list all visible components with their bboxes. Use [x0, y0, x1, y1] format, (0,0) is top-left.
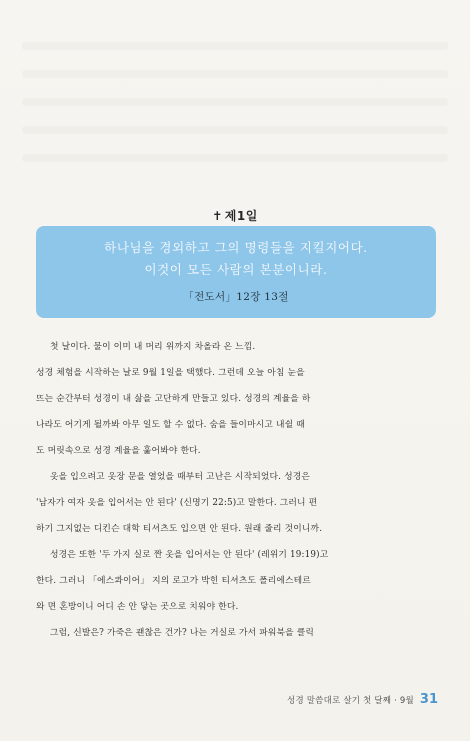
body-paragraph-line: 옷을 입으려고 옷장 문을 열었을 때부터 고난은 시작되었다. 성경은 [50, 472, 311, 482]
scripture-line-2: 이것이 모든 사람의 본분이니라. [144, 262, 328, 277]
scripture-box [36, 226, 436, 318]
body-paragraph-line: 와 면 혼방이니 어디 손 안 닿는 곳으로 치워야 한다. [36, 602, 239, 612]
day-heading-label: 제1일 [224, 209, 258, 223]
bleed-through-line [22, 126, 448, 134]
body-paragraph-line: 성경 체험을 시작하는 날로 9월 1일을 택했다. 그런데 오늘 아침 눈을 [36, 368, 305, 378]
page-footer [287, 692, 438, 707]
body-paragraph-line: 하기 그지없는 디킨슨 대학 티셔츠도 입으면 안 된다. 원래 줄리 것이니까. [36, 524, 323, 534]
day-heading [0, 207, 470, 224]
running-footer-title: 성경 말씀대로 살기 첫 달째 · 9월 [287, 696, 414, 706]
body-paragraph-line: 나라도 어기게 될까봐 아무 일도 할 수 없다. 숨을 들이마시고 내쉴 때 [36, 420, 305, 430]
body-paragraph-line: 도 머릿속으로 성경 계율을 훑어봐야 한다. [36, 446, 201, 456]
bleed-through-line [22, 70, 448, 78]
bleed-through-line [22, 154, 448, 162]
body-paragraph-line: 첫 날이다. 물이 이미 내 머리 위까지 차올라 온 느낌. [50, 342, 256, 352]
body-paragraph-line: 성경은 또한 '두 가지 실로 짠 옷을 입어서는 안 된다' (레위기 19:19)고 [50, 550, 329, 560]
scripture-line-1: 하나님을 경외하고 그의 명령들을 지킬지어다. [104, 240, 368, 255]
page-number: 31 [419, 692, 438, 707]
bleed-through-line [22, 42, 448, 50]
scripture-reference: 「전도서」12장 13절 [183, 291, 289, 303]
body-paragraph-line: 한다. 그러니 「에스콰이어」 지의 로고가 박힌 티셔츠도 폴리에스테르 [36, 576, 311, 586]
body-paragraph-line: 뜨는 순간부터 성경이 내 삶을 고단하게 만들고 있다. 성경의 계율을 하 [36, 394, 311, 404]
bleed-through-line [22, 98, 448, 106]
body-paragraph-line: '남자가 여자 옷을 입어서는 안 된다' (신명기 22:5)고 말한다. 그러니 편 [36, 498, 318, 508]
cross-icon: ✝ [212, 209, 223, 223]
body-paragraph-line: 그럼, 신발은? 가죽은 괜찮은 건가? 나는 거실로 가서 파워북을 클릭 [50, 628, 315, 638]
